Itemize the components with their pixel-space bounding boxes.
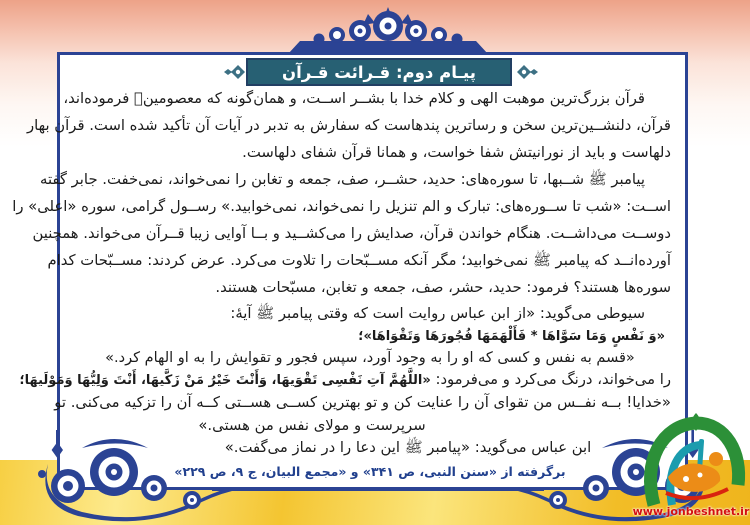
watermark-url: www.jonbeshnet.ir [632,505,750,518]
bottom-divider-line [212,487,544,491]
body-line: قرآن، دلنشــین‌ترین سخن و رساترین پندهاست که سفارش به تدبر در آیات آن تأکید شده است. قرآن بهار [27,117,671,134]
body-line: دلهاست و باید از نورانیتش شفا خواست، و همانا قرآن شفای دلهاست. [242,144,671,161]
body-line [19,369,671,393]
body-line: اســت: «شب تا ســوره‌های: تبارک و الم تنزیل را نمی‌خواند، نمی‌خوابید.» رســول گرامی، سوره «اعلی» را [12,198,671,215]
floral-swirl-icon [22,430,232,522]
body-line: قرآن بزرگ‌ترین موهبت الهی و کلام خدا با بشــر اســت، و همان‌گونه که معصومینؑ فرموده‌اند، [63,90,645,107]
body-line: سیوطی می‌گوید: «از ابن عباس روایت است که وقتی پیامبر ﷺ آیهٔ: [230,305,645,322]
body-line: دوســت می‌داشــت. هنگام خواندن قرآن، صدایش را می‌کشــید و بــا آوایی زیبا قــرآن می‌خواند. همچنین [32,225,671,242]
dua-arabic-segment: «اللَّهُمَّ آتِ نَفْسِی تَقْوَیهَا، وَأَنْتَ خَیْرُ مَنْ زَکَّیهَا، أَنْتَ وَلِیُّهَا وَمَوْلَیهَا؛ [19,373,431,388]
translation-line: «قسم به نفس و کسی که او را به وجود آورد، سپس فجور و تقوایش را به او الهام کرد.» [105,350,635,366]
body-line: سوره‌ها هستند؟ فرمود: حدید، حشر، صف، جمعه و تغابن، مسبّحات هستند. [215,279,671,296]
source-citation: برگرفته از «سنن النبی، ص ۳۴۱» و «مجمع البیان، ج ۹، ص ۲۲۹» [174,464,566,479]
diamond-ornament-icon [224,64,246,80]
body-line: ابن عباس می‌گوید: «پیامبر ﷺ این دعا را در نماز می‌گفت.» [224,439,592,456]
title-bar [246,58,512,86]
body-line: «خدایا! بــه نفــس من تقوای آن را عنایت کن و تو بهترین کســی هســتی کــه آن را تزکیه می‌کنی. تو [54,394,671,411]
page-title: پیـام دوم: قـرائت قـرآن [282,62,476,82]
jonbeshnet-logo-icon [638,413,750,513]
body-line: پیامبر ﷺ شــبها، تا سوره‌های: حدید، حشــر، صف، جمعه و تغابن را نمی‌خواند، نمی‌خفت. جابر گفته [40,171,645,188]
diamond-ornament-icon [516,64,538,80]
body-line-persian-segment: را می‌خواند، درنگ می‌کرد و می‌فرمود: [430,371,671,388]
quran-verse-line: «وَ نَفْسٍ وَمَا سَوَّاهَا * فَأَلْهَمَهَا فُجُورَهَا وَتَقْوَاهَا»؛ [358,329,665,344]
body-line: سرپرست و مولای نفس من هستی.» [198,417,426,434]
body-line: آورده‌انــد که پیامبر ﷺ نمی‌خوابید؛ مگر آنکه مســبّحات را تلاوت می‌کرد. عرض کردند: مســبّحات کدام [47,252,671,269]
arabesque-crown-icon [288,4,488,54]
